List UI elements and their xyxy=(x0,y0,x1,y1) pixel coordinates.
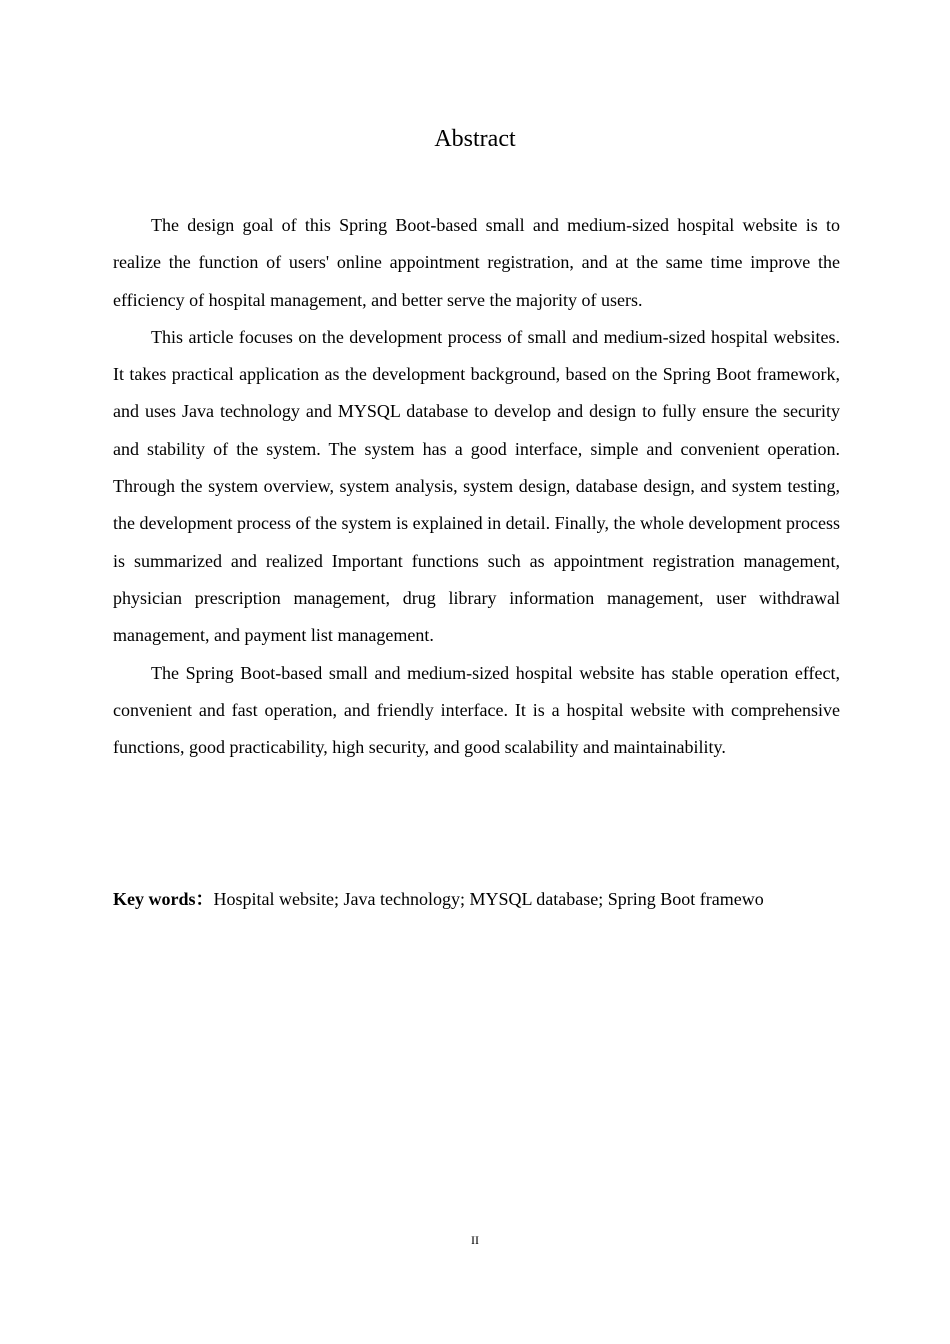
abstract-paragraph-2: This article focuses on the development process of small and medium-sized hospital websites. It takes practical application as the development background, based on the Spring Boot framework, and uses Java technology and MYSQL database to develop and design to fully ensure the security and stability of the system. The system has a good interface, simple and convenient operation. Through the system overview, system analysis, system design, database design, and system testing, the development process of the system is explained in detail. Finally, the whole development process is summarized and realized Important functions such as appointment registration management, physician prescription management, drug library information management, user withdrawal management, and payment list management. xyxy=(113,326,840,646)
keywords-line xyxy=(113,881,840,918)
page-number: II xyxy=(471,1233,479,1247)
abstract-body xyxy=(113,207,840,766)
page-title: Abstract xyxy=(434,126,516,152)
abstract-paragraph-3: The Spring Boot-based small and medium-sized hospital website has stable operation effect, convenient and fast operation, and friendly interface. It is a hospital website with comprehensive functions, good practicability, high security, and good scalability and maintainability. xyxy=(113,662,840,758)
keywords-text: Hospital website; Java technology; MYSQL database; Spring Boot framewo xyxy=(213,889,764,909)
abstract-paragraph-1: The design goal of this Spring Boot-based small and medium-sized hospital website is to realize the function of users' online appointment registration, and at the same time improve the efficiency of hospital management, and better serve the majority of users. xyxy=(113,215,840,310)
keywords-label: Key words： xyxy=(113,889,214,909)
